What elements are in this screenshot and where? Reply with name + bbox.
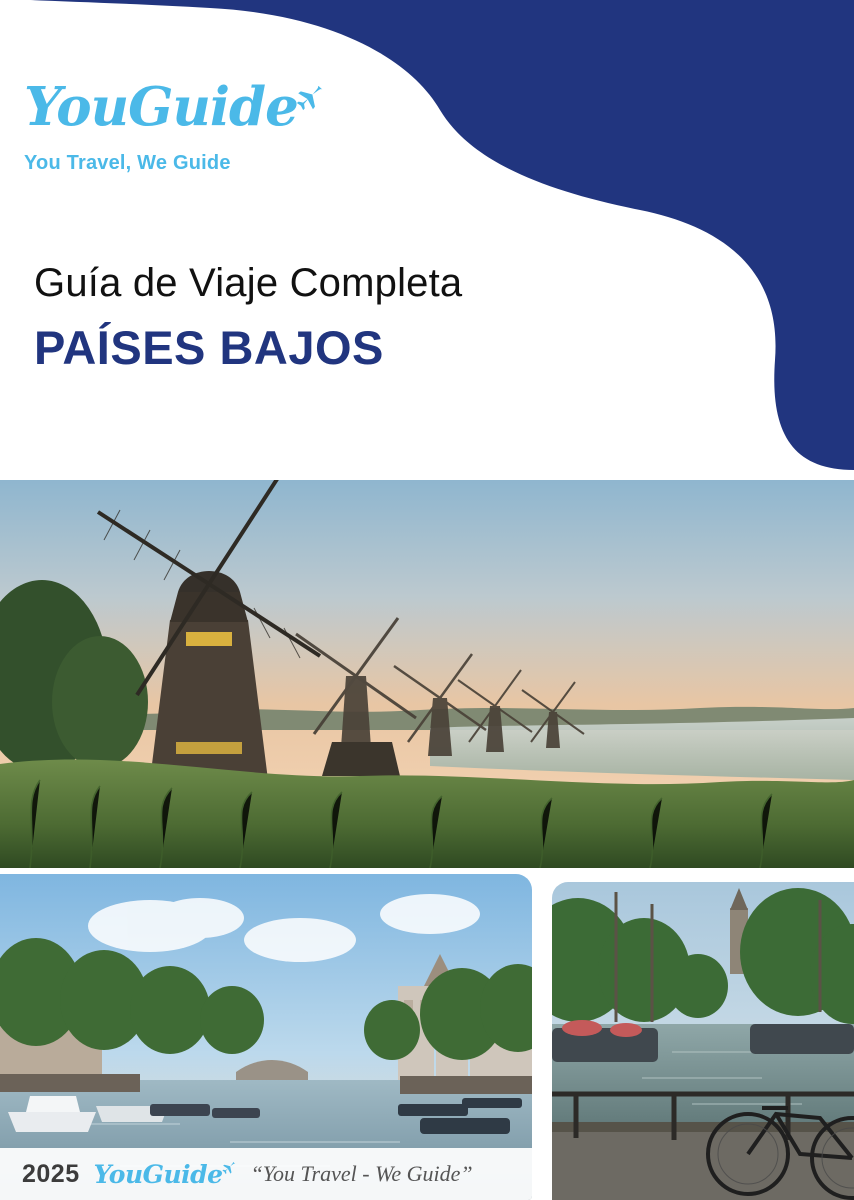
footer-logo-wordmark: YouGuide bbox=[93, 1159, 223, 1189]
logo-wordmark: YouGuide bbox=[24, 76, 298, 138]
cover-subtitle: Guía de Viaje Completa bbox=[34, 261, 463, 305]
cover-title: PAÍSES BAJOS bbox=[34, 321, 384, 374]
footer-logo bbox=[94, 1160, 237, 1189]
bottom-image-row bbox=[0, 874, 854, 1200]
airplane-icon bbox=[292, 86, 326, 120]
footer-slogan: “You Travel - We Guide” bbox=[250, 1161, 473, 1186]
header-curve-shape bbox=[0, 0, 854, 478]
windmills-kinderdijk-sunset-photo bbox=[0, 480, 854, 868]
bicycle-canal-illustration bbox=[552, 882, 854, 1200]
cover-footer bbox=[0, 1148, 532, 1200]
cover-header bbox=[0, 0, 854, 478]
brand-logo bbox=[24, 78, 424, 175]
brand-tagline: You Travel, We Guide bbox=[24, 152, 231, 174]
hero-image bbox=[0, 480, 854, 868]
logo-row bbox=[24, 78, 424, 140]
amsterdam-canal-boats-photo bbox=[0, 874, 532, 1200]
cover-title-block bbox=[34, 258, 734, 376]
airplane-icon bbox=[220, 1162, 237, 1179]
amsterdam-bicycle-canal-photo bbox=[552, 882, 854, 1200]
footer-year: 2025 bbox=[22, 1159, 80, 1188]
